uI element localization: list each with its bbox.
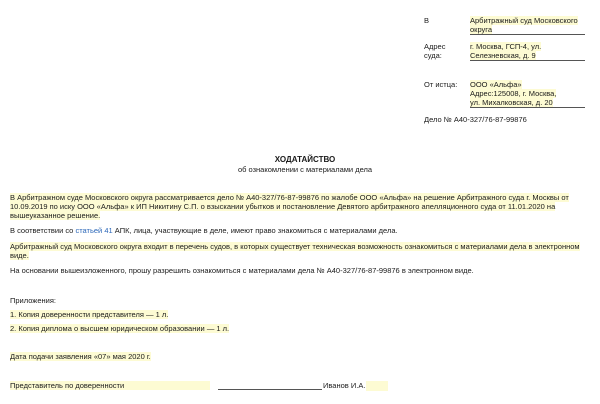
court-name-line1: Арбитражный суд Московского	[470, 16, 578, 25]
address-label-line1: Адрес	[424, 42, 446, 51]
signature-label: Представитель по доверенности	[10, 381, 210, 390]
plaintiff-address-line2: ул. Михалковская, д. 20	[470, 98, 553, 107]
court-address-underline	[470, 60, 585, 61]
p1-line1: В Арбитражном суде Московского округа рассматривается дело № А40-327/76-87-99876 по жалобе ООО «Альфа» на решение Арбитражного суда г. Москвы от	[10, 193, 569, 202]
p1-line2: 10.09.2019 по иску ООО «Альфа» к ИП Никитину С.П. о взыскании убытков и постановление Девятого арбитражного апелляционного суда от 11.01.2020 на	[10, 202, 556, 211]
plaintiff-name: ООО «Альфа»	[470, 80, 522, 89]
document-title: ХОДАТАЙСТВО	[274, 155, 336, 164]
signatory-name: Иванов И.А.	[323, 381, 366, 390]
paragraph-electronic-access	[10, 242, 585, 260]
court-name-underline	[470, 34, 585, 35]
p2-before: В соответствии со	[10, 226, 76, 235]
p1-line3: вышеуказанное решение.	[10, 211, 101, 220]
attachment-item-1-text: 1. Копия доверенности представителя — 1 л.	[10, 310, 169, 319]
document-subtitle: об ознакомлении с материалами дела	[237, 165, 373, 174]
signature-row	[10, 381, 590, 393]
signature-line	[218, 389, 322, 390]
p4-text: На основании вышеизложенного, прошу разрешить ознакомиться с материалами дела № А40-327/76-87-99876 в электронном виде.	[10, 266, 474, 275]
attachment-item-2-text: 2. Копия диплома о высшем юридическом образовании — 1 л.	[10, 324, 230, 333]
p3-line1: Арбитражный суд Московского округа входит в перечень судов, в которых существует техническая возможность ознакомиться с материалами дела в электронном	[10, 242, 580, 251]
paragraph-request	[10, 266, 585, 275]
p2-after: АПК, лица, участвующие в деле, имеют право знакомиться с материалами дела.	[112, 226, 398, 235]
submission-date-text: Дата подачи заявления «07» мая 2020 г.	[10, 352, 151, 361]
address-label-line2: суда:	[424, 51, 442, 60]
submission-date	[10, 352, 585, 361]
court-address-line2: Селезневская, д. 9	[470, 51, 536, 60]
case-number: Дело № А40-327/76-87-99876	[424, 115, 527, 124]
article-41-link[interactable]: статьей 41	[75, 226, 113, 235]
court-name-line2: округа	[470, 25, 493, 34]
court-address-line1: г. Москва, ГСП-4, ул.	[470, 42, 542, 51]
attachments-heading: Приложения:	[10, 296, 56, 305]
signature-highlight-tail	[366, 381, 388, 391]
attachment-item-1	[10, 310, 585, 319]
plaintiff-label: От истца:	[424, 80, 458, 89]
attachment-item-2	[10, 324, 585, 333]
recipient-label: В	[424, 16, 430, 25]
paragraph-legal-basis	[10, 226, 585, 235]
paragraph-case-description	[10, 193, 585, 220]
plaintiff-address-line1: Адрес:125008, г. Москва,	[470, 89, 557, 98]
p3-line2: виде.	[10, 251, 29, 260]
plaintiff-underline	[470, 107, 585, 108]
